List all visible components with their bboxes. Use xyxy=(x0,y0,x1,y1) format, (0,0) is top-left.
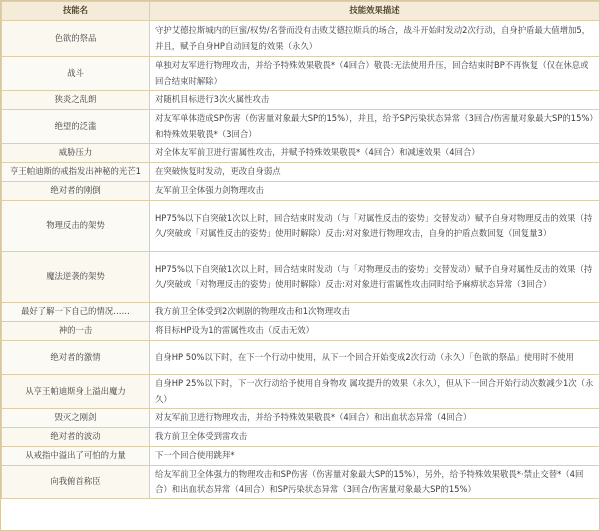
skill-desc-cell: 对全体友军前卫进行雷属性攻击，并赋予特殊效果敬畏*（4回合）和减速效果（4回合） xyxy=(150,144,600,163)
table-row xyxy=(2,303,600,322)
skill-desc-cell: HP75%以下自突破1次以上时，回合结束时发动（与「对物理反击的姿势」交替发动）赋予自身对属性反击的效果（持久/突破或「对物理反击的姿势」使用时解除）反击:对对象进行雷属性攻击同时给予麻痹状态异常（3回合） xyxy=(150,252,600,303)
skill-name-cell: 战斗 xyxy=(2,57,150,91)
table-row xyxy=(2,182,600,201)
table-row xyxy=(2,110,600,144)
skill-name-cell: 毁灭之刚剑 xyxy=(2,409,150,428)
table-row xyxy=(2,201,600,252)
skill-name-cell: 色欲的祭品 xyxy=(2,21,150,57)
skill-desc-cell: 将目标HP设为1的雷属性攻击（反击无效） xyxy=(150,322,600,341)
skill-name-cell: 神的一击 xyxy=(2,322,150,341)
skill-name-cell: 绝对者的刚倒 xyxy=(2,182,150,201)
skill-desc-cell: 在突破恢复时发动，更改自身弱点 xyxy=(150,163,600,182)
table-row xyxy=(2,447,600,466)
table-row xyxy=(2,375,600,409)
table-header-row xyxy=(2,2,600,21)
skill-desc-cell: 下一个回合使用跳拜* xyxy=(150,447,600,466)
skill-desc-cell: 我方前卫全体受到2次刺剧的物理攻击和1次物理攻击 xyxy=(150,303,600,322)
skill-desc-cell: 对随机目标进行3次火属性攻击 xyxy=(150,91,600,110)
skill-desc-cell: 对友军单体造成SP伤害（伤害量对象最大SP的15%），并且，给予SP污染状态异常（3回合/伤害量对象最大SP的15%）和特殊效果敬畏*（3回合） xyxy=(150,110,600,144)
table-row xyxy=(2,322,600,341)
table-row xyxy=(2,341,600,375)
skill-name-cell: 从亨王帕迪斯身上溢出魔力 xyxy=(2,375,150,409)
skill-desc-cell: 我方前卫全体受到雷攻击 xyxy=(150,428,600,447)
table-row xyxy=(2,252,600,303)
skill-name-cell: 绝对者的波动 xyxy=(2,428,150,447)
table-row xyxy=(2,57,600,91)
skill-name-cell: 最好了解一下自己的情况…… xyxy=(2,303,150,322)
skill-name-cell: 亨王帕迪斯的戒指发出神秘的光芒1 xyxy=(2,163,150,182)
skill-desc-cell: 自身HP 25%以下时，下一次行动给予使用自身物攻 属攻提升的效果（永久），但从下一回合开始行动次数减少1次（永久） xyxy=(150,375,600,409)
table-row xyxy=(2,409,600,428)
skill-desc-cell: 单独对友军进行物理攻击，并给予特殊效果敬畏*（4回合）敬畏:无法使用升压，回合结束时BP不再恢复（仅在休息或回合结束时解除） xyxy=(150,57,600,91)
skill-table xyxy=(1,1,600,499)
table-row xyxy=(2,91,600,110)
skill-desc-cell: 守护艾德拉斯城内的巨蜜/权势/名誉而没有击败艾德拉斯兵的场合，战斗开始时发动2次行动，自身护盾最大值增加5，并且，赋予自身HP自动回复的效果（永久） xyxy=(150,21,600,57)
skill-name-cell: 绝对者的激情 xyxy=(2,341,150,375)
header-skill-desc: 技能效果描述 xyxy=(150,2,600,21)
header-skill-name: 技能名 xyxy=(2,2,150,21)
skill-name-cell: 魔法逆袭的架势 xyxy=(2,252,150,303)
skill-desc-cell: 给友军前卫全体强力的物理攻击和SP伤害（伤害量对象最大SP的15%），另外，给予特殊效果敬畏*·禁止交替*（4回合）和出血状态异常（4回合）和SP污染状态异常（3回合/伤害量对象最大SP的15%） xyxy=(150,466,600,499)
skill-desc-cell: 自身HP 50%以下时，在下一个行动中使用，从下一个回合开始变成2次行动（永久）「色欲的祭品」使用时不使用 xyxy=(150,341,600,375)
skill-desc-cell: 对友军前卫进行物理攻击，并给予特殊效果敬畏*（4回合）和出血状态异常（4回合） xyxy=(150,409,600,428)
table-row xyxy=(2,466,600,499)
skill-desc-cell: 友军前卫全体强力剑物理攻击 xyxy=(150,182,600,201)
table-body xyxy=(2,21,600,499)
table-row xyxy=(2,163,600,182)
table-row xyxy=(2,21,600,57)
skill-desc-cell: HP75%以下自突破1次以上时，回合结束时发动（与「对属性反击的姿势」交替发动）赋予自身对物理反击的效果（持久/突破或「对属性反击的姿势」使用时解除）反击:对对象进行物理攻击，自身的护盾点数回复（回复量3） xyxy=(150,201,600,252)
table-row xyxy=(2,144,600,163)
skill-name-cell: 绝望的泛滥 xyxy=(2,110,150,144)
skill-name-cell: 从戒指中溢出了可怕的力量 xyxy=(2,447,150,466)
skill-name-cell: 狭炎之乱朗 xyxy=(2,91,150,110)
skill-name-cell: 物理反击的架势 xyxy=(2,201,150,252)
skill-name-cell: 向我俯首称臣 xyxy=(2,466,150,499)
skill-name-cell: 威胁压力 xyxy=(2,144,150,163)
table-row xyxy=(2,428,600,447)
